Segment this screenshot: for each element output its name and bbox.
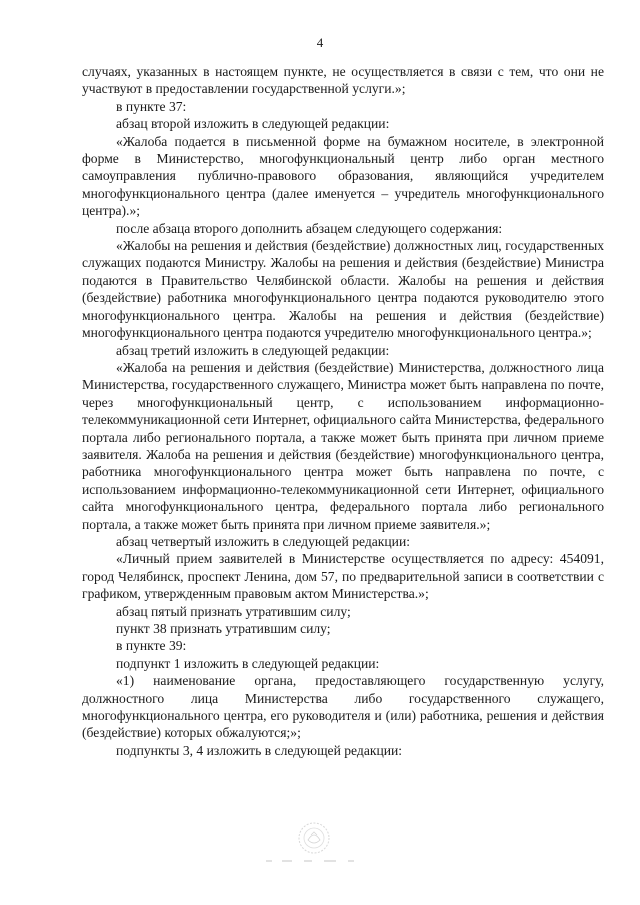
paragraph: случаях, указанных в настоящем пункте, не осуществляется в связи с тем, что они не участвуют в предоставлении государственной услуги.»; (82, 64, 604, 97)
paragraph: абзац второй изложить в следующей редакции: (116, 116, 390, 132)
paragraph: после абзаца второго дополнить абзацем следующего содержания: (116, 220, 503, 236)
paragraph: «Жалобы на решения и действия (бездействие) должностных лиц, государственных служащих подаются Министру. Жалобы на решения и действия (бездействие) Министра подаются в Правительство Челябинской области. Жалобы на решения и действия (бездействие) работника многофункционального центра подаются руководителю этого многофункционального центра. Жалобы на решения и действия (бездействие) многофункционального центра подаются учредителю многофункционального центра.»; (82, 238, 604, 341)
paragraph: абзац четвертый изложить в следующей редакции: (116, 533, 411, 549)
official-seal-icon (296, 820, 332, 856)
body-text (82, 63, 604, 759)
paragraph: «Личный прием заявителей в Министерстве осуществляется по адресу: 454091, город Челябинск, проспект Ленина, дом 57, по предварительной записи в соответствии с графиком, утвержденным правовым актом Министерства.»; (82, 551, 604, 602)
paragraph: «1) наименование органа, предоставляющего государственную услугу, должностного лица Министерства либо государственного служащего, многофункционального центра, его руководителя и (или) работника, решения и действия (бездействие) которых обжалуются;»; (82, 673, 604, 741)
paragraph: в пункте 39: (116, 638, 187, 654)
paragraph: подпункты 3, 4 изложить в следующей редакции: (116, 742, 403, 758)
paragraph: подпункт 1 изложить в следующей редакции: (116, 655, 380, 671)
paragraph: в пункте 37: (116, 98, 187, 114)
scan-artifact (262, 858, 372, 864)
page-number: 4 (316, 35, 324, 50)
paragraph: пункт 38 признать утратившим силу; (116, 621, 331, 636)
paragraph: «Жалоба подается в письменной форме на бумажном носителе, в электронной форме в Министерство, многофункциональный центр либо орган местного самоуправления публично-правового образования, являющийся учредителем многофункционального центра (далее именуется – учредитель многофункционального центра).»; (82, 133, 604, 219)
paragraph: «Жалоба на решения и действия (бездействие) Министерства, должностного лица Министерства, государственного служащего, Министра может быть направлена по почте, через многофункциональный центр, с использованием информационно-телекоммуникационной сети Интернет, официального сайта Министерства, федерального портала либо регионального портала, а также может быть принята при личном приеме заявителя. Жалоба на решения и действия (бездействие) многофункционального центра, работника многофункционального центра может быть направлена по почте, с использованием информационно-телекоммуникационной сети Интернет, официального сайта многофункционального центра, федерального портала либо регионального портала, а также может быть принята при личном приеме заявителя.»; (82, 359, 604, 532)
paragraph: абзац третий изложить в следующей редакции: (116, 342, 390, 358)
paragraph: абзац пятый признать утратившим силу; (116, 603, 351, 619)
